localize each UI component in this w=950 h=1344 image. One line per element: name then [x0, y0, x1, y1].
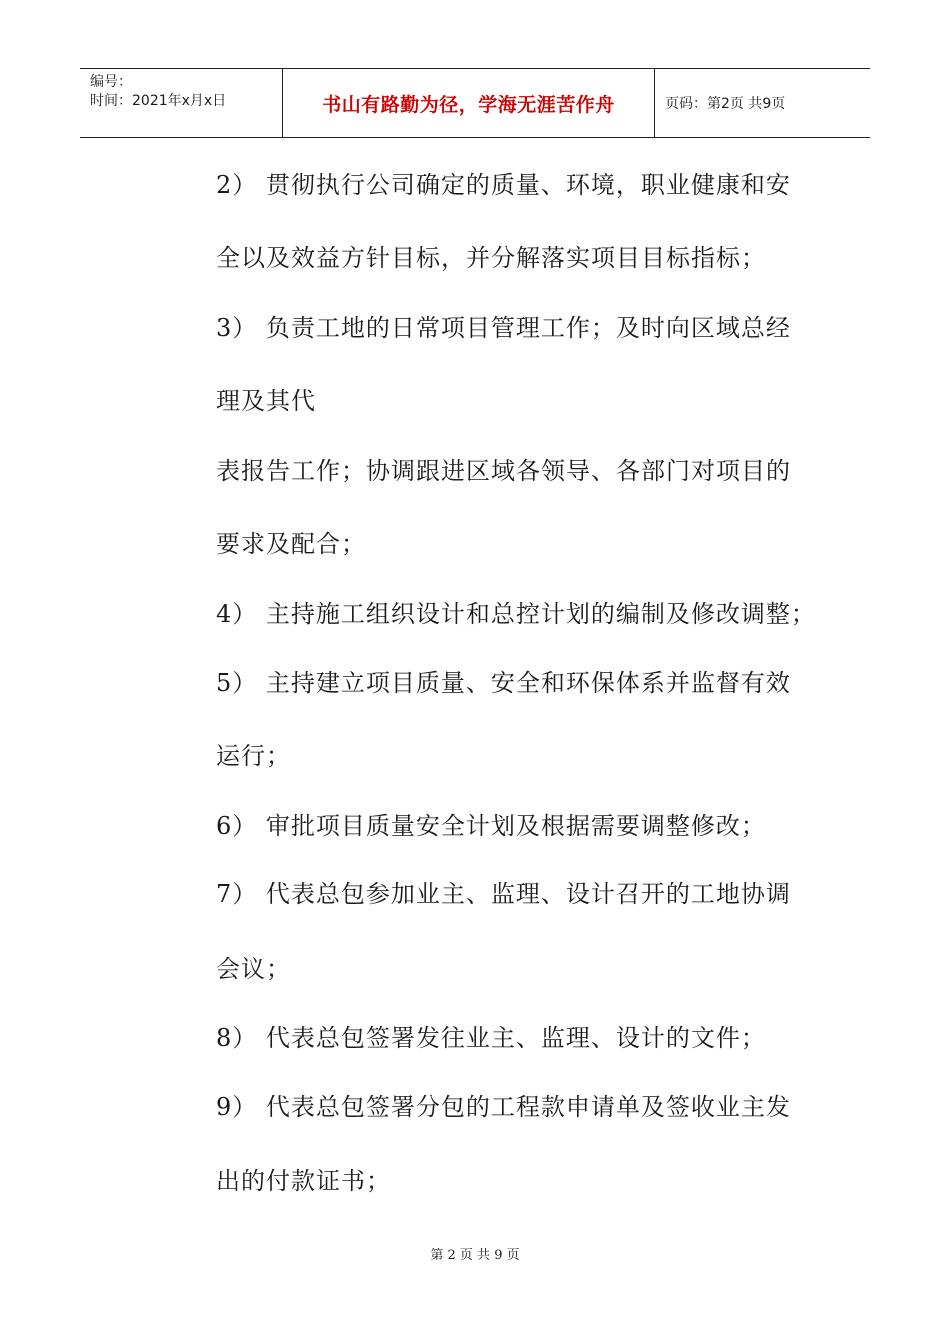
text-line: 2） 贯彻执行公司确定的质量、环境，职业健康和安 — [216, 171, 791, 199]
text-line: 6） 审批项目质量安全计划及根据需要调整修改； — [216, 812, 766, 840]
text-line: 表报告工作；协调跟进区域各领导、各部门对项目的 — [216, 457, 791, 485]
text-line: 要求及配合； — [216, 530, 366, 558]
text-line: 会议； — [216, 955, 291, 983]
text-line: 5） 主持建立项目质量、安全和环保体系并监督有效 — [216, 669, 791, 697]
time-label: 时间：2021年x月x日 — [90, 93, 227, 109]
motto: 书山有路勤为径，学海无涯苦作舟 — [322, 93, 615, 116]
text-line: 全以及效益方针目标，并分解落实项目目标指标； — [216, 244, 766, 272]
text-line: 7） 代表总包参加业主、监理、设计召开的工地协调 — [216, 880, 791, 908]
text-line: 9） 代表总包签署分包的工程款申请单及签收业主发 — [216, 1093, 791, 1121]
text-line: 3） 负责工地的日常项目管理工作；及时向区域总经 — [216, 314, 791, 342]
text-line: 出的付款证书； — [216, 1167, 391, 1195]
number-label: 编号： — [90, 74, 132, 90]
text-line: 理及其代 — [216, 387, 316, 415]
page-footer — [0, 1244, 950, 1263]
text-line: 8） 代表总包签署发往业主、监理、设计的文件； — [216, 1024, 766, 1052]
footer-page-number: 第 2 页 共 9 页 — [430, 1248, 520, 1263]
text-line: 运行； — [216, 742, 291, 770]
page-label: 页码：第2页 共9页 — [665, 96, 786, 112]
text-line: 4） 主持施工组织设计和总控计划的编制及修改调整； — [216, 600, 816, 628]
